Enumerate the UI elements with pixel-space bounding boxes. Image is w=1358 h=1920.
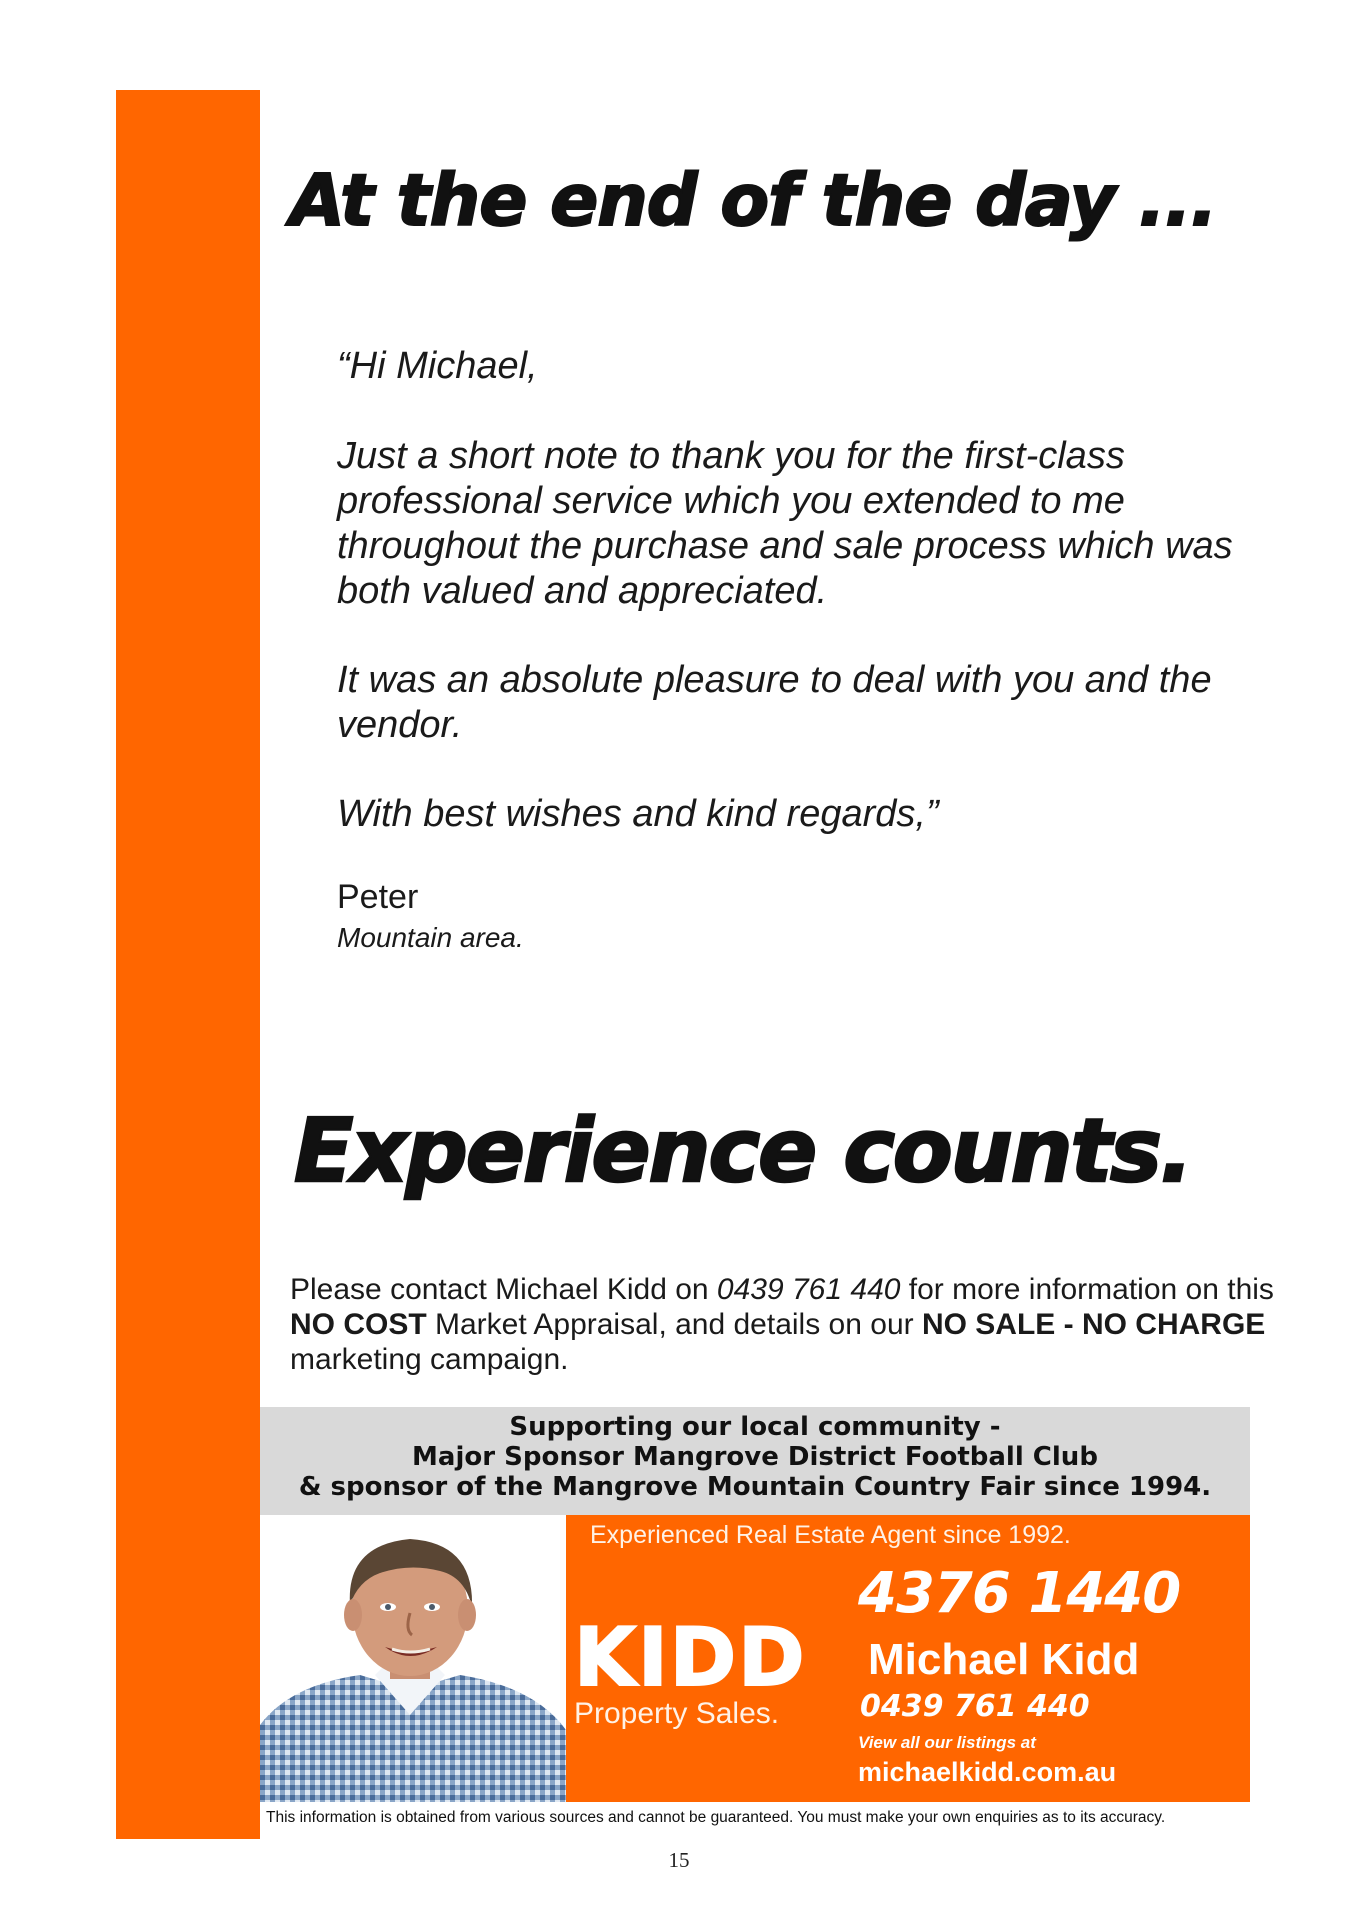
contact-emphasis: NO COST	[290, 1308, 427, 1341]
orange-side-bar	[116, 90, 260, 1839]
contact-text: Please contact Michael Kidd on	[290, 1273, 717, 1306]
contact-paragraph	[290, 1272, 1290, 1377]
office-phone: 4376 1440	[858, 1561, 1181, 1626]
sponsor-line: Supporting our local community -	[509, 1412, 1001, 1442]
listings-label: View all our listings at	[858, 1733, 1036, 1752]
letter-closing: With best wishes and kind regards,”	[337, 793, 939, 835]
contact-phone: 0439 761 440	[716, 1273, 901, 1306]
agent-panel	[566, 1515, 1250, 1802]
contact-emphasis: NO SALE - NO CHARGE	[921, 1308, 1266, 1341]
signature-name: Peter	[337, 878, 419, 916]
agent-name: Michael Kidd	[868, 1635, 1140, 1684]
signature-place: Mountain area.	[337, 922, 524, 953]
logo-subtitle: Property Sales.	[574, 1697, 780, 1730]
agent-since: Experienced Real Estate Agent since 1992.	[590, 1521, 1071, 1549]
website-link[interactable]: michaelkidd.com.au	[858, 1757, 1117, 1787]
agent-photo	[260, 1515, 566, 1802]
kidd-logo: KIDD	[574, 1611, 807, 1704]
agent-portrait-image	[260, 1515, 566, 1802]
disclaimer: This information is obtained from various sources and cannot be guaranteed. You must make your own enquiries as to its accuracy.	[266, 1809, 1166, 1826]
page-heading: At the end of the day ...	[290, 159, 1217, 242]
testimonial-letter	[337, 344, 1297, 881]
sponsor-line: & sponsor of the Mangrove Mountain Country Fair since 1994.	[298, 1472, 1212, 1502]
contact-text: Market Appraisal, and details on our	[426, 1308, 922, 1341]
contact-text: marketing campaign.	[290, 1343, 569, 1376]
sponsor-band	[260, 1407, 1250, 1515]
letter-greeting: “Hi Michael,	[337, 345, 538, 387]
experience-heading: Experience counts.	[294, 1100, 1191, 1202]
letter-paragraph: Just a short note to thank you for the first-class professional service which you extended to me throughout the purchase and sale process which was both valued and appreciated.	[337, 435, 1233, 612]
page-number: 15	[668, 1848, 690, 1872]
agent-mobile: 0439 761 440	[860, 1689, 1090, 1724]
letter-paragraph: It was an absolute pleasure to deal with you and the vendor.	[337, 659, 1212, 746]
sponsor-line: Major Sponsor Mangrove District Football Club	[412, 1442, 1098, 1472]
contact-text: for more information on this	[900, 1273, 1274, 1306]
